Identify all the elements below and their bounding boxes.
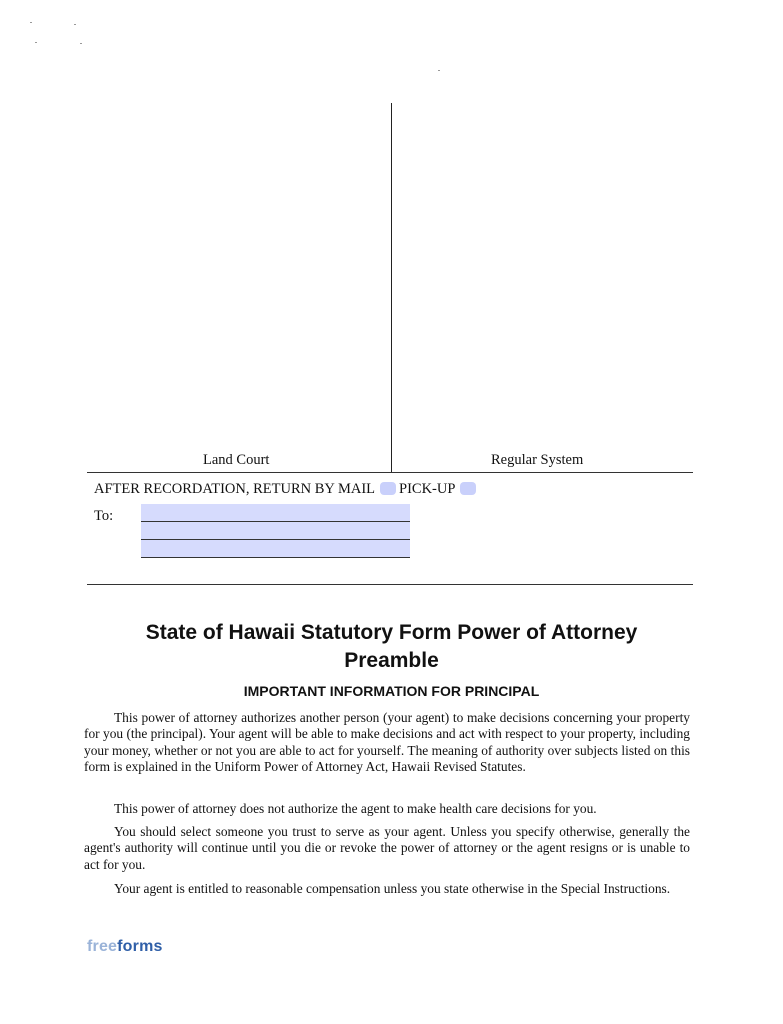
paragraph-text: This power of attorney does not authorize the agent to make health care decisions for you.	[114, 801, 597, 816]
scan-speck	[35, 42, 37, 43]
logo-free: free	[87, 938, 118, 955]
paragraph-text: Your agent is entitled to reasonable compensation unless you state otherwise in the Special Instructions.	[114, 881, 671, 896]
important-info-heading: IMPORTANT INFORMATION FOR PRINCIPAL	[243, 683, 540, 699]
mail-checkbox[interactable]	[380, 482, 396, 495]
document-title-line-2: Preamble	[344, 649, 439, 672]
paragraph-text: You should select someone you trust to serve as your agent. Unless you specify otherwise, generally the agent's authority will continue until you die or revoke the power of attorney or the agent resigns or is unable to act for you.	[84, 824, 690, 872]
paragraph-text: This power of attorney authorizes another person (your agent) to make decisions concerning your property for you (the principal). Your agent will be able to make decisions and act with respect to your property, including your money, whether or not you are able to act for yourself. The meaning of authority over subjects listed on this form is explained in the Uniform Power of Attorney Act, Hawaii Revised Statutes.	[84, 710, 690, 775]
paragraph-authority	[84, 710, 690, 776]
recording-top-rule	[87, 472, 693, 473]
return-to-field-3[interactable]	[141, 540, 410, 558]
return-to-field-2[interactable]	[141, 522, 410, 540]
document-title: State of Hawaii Statutory Form Power of Attorney	[145, 621, 638, 644]
recording-divider	[391, 103, 392, 473]
land-court-label: Land Court	[203, 452, 270, 468]
return-to-field-1[interactable]	[141, 504, 410, 522]
to-label: To:	[94, 508, 114, 524]
scan-speck	[30, 22, 32, 23]
paragraph-compensation	[84, 881, 690, 897]
scan-speck	[438, 70, 440, 71]
paragraph-health-care	[84, 801, 690, 817]
return-by-mail-label: AFTER RECORDATION, RETURN BY MAIL	[94, 481, 376, 497]
scan-speck	[80, 43, 82, 44]
pickup-checkbox[interactable]	[460, 482, 476, 495]
return-instructions	[94, 481, 479, 498]
paragraph-select-agent	[84, 824, 690, 873]
scan-speck	[74, 24, 76, 25]
recording-bottom-rule	[87, 584, 693, 585]
freeforms-logo	[87, 938, 163, 956]
logo-forms: forms	[117, 938, 163, 955]
regular-system-label: Regular System	[491, 452, 584, 468]
pickup-label: PICK-UP	[399, 481, 456, 497]
